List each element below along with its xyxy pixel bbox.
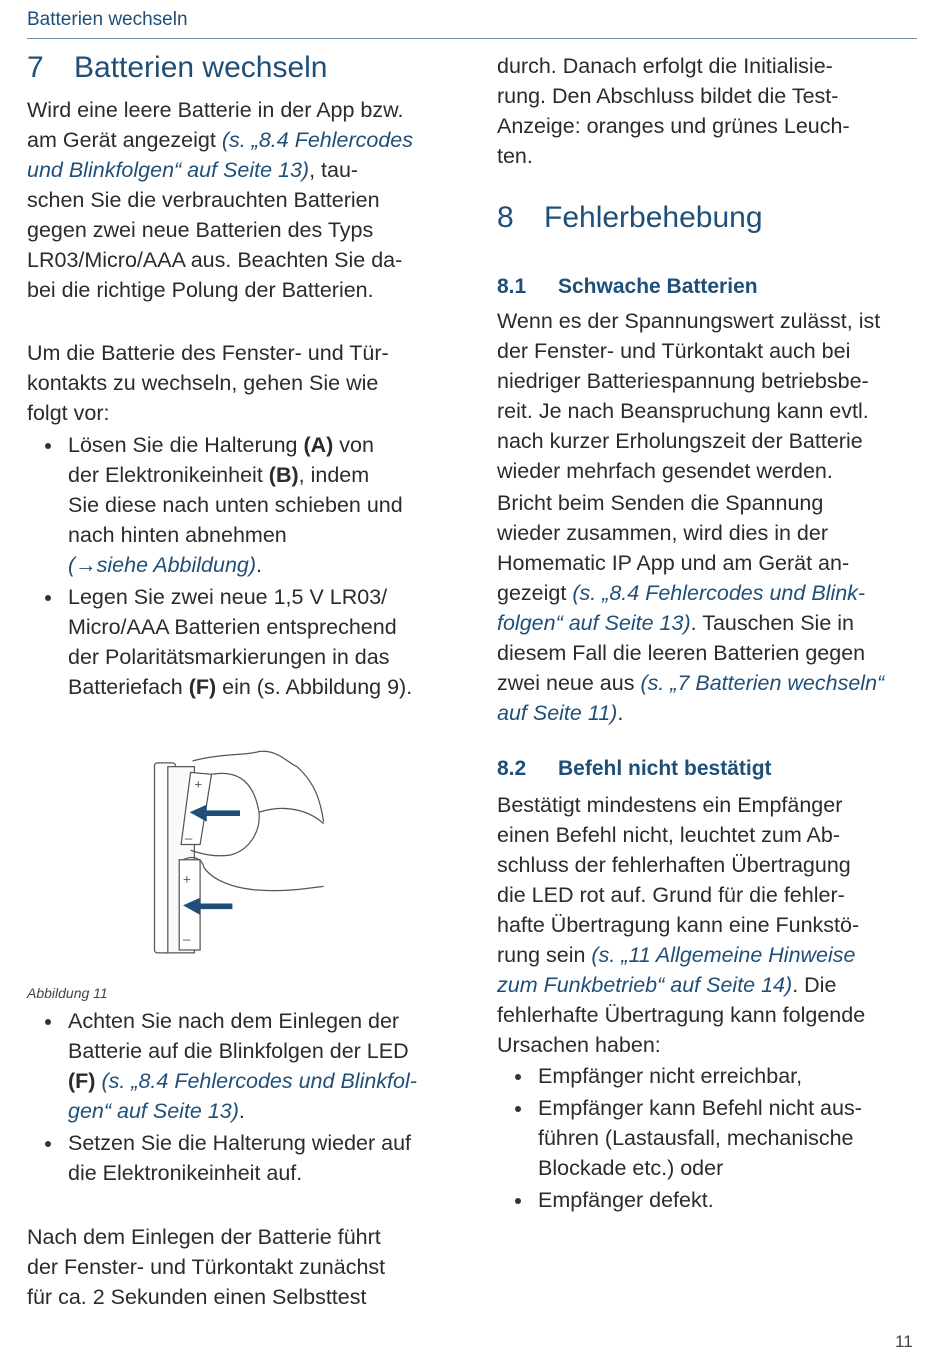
text-line [497, 81, 850, 111]
section-number: 7 [27, 51, 44, 84]
text-line [68, 672, 412, 702]
text-segment: Batterie auf die Blinkfolgen der LED [68, 1039, 409, 1063]
bold-label: (F) [188, 675, 217, 699]
text-segment: nach hinten abnehmen [68, 523, 287, 547]
text-segment: nach kurzer Erholungszeit der Batterie [497, 429, 863, 453]
bullet-icon [45, 443, 51, 449]
text-line [497, 790, 865, 820]
text-line [68, 1066, 417, 1096]
text-segment: Batteriefach [68, 675, 189, 699]
text-line [497, 426, 880, 456]
bullet-icon [45, 1141, 51, 1147]
text-line [538, 1061, 862, 1091]
svg-text:+: + [183, 871, 191, 887]
text-line [27, 275, 413, 305]
svg-text:–: – [183, 931, 191, 947]
list-item [497, 1061, 862, 1091]
text-segment: von [333, 433, 374, 457]
text-segment: Empfänger kann Befehl nicht aus- [538, 1096, 862, 1120]
text-line [538, 1153, 862, 1183]
text-line [497, 820, 865, 850]
text-segment: durch. Danach erfolgt die Initialisie- [497, 54, 833, 78]
text-line [497, 518, 884, 548]
weak-battery-paragraph-2 [497, 488, 884, 728]
text-line [27, 245, 413, 275]
text-line [27, 1282, 385, 1312]
text-segment: Wenn es der Spannungswert zulässt, ist [497, 309, 881, 333]
command-not-confirmed-paragraph [497, 790, 865, 1060]
text-segment: . Die [792, 973, 837, 997]
text-segment: Bestätigt mindestens ein Empfänger [497, 793, 843, 817]
text-segment: . Tauschen Sie in [690, 611, 854, 635]
text-segment: reit. Je nach Beanspruchung kann evtl. [497, 399, 869, 423]
header-divider [27, 38, 917, 39]
text-segment: gegen zwei neue Batterien des Typs [27, 218, 374, 242]
text-line [68, 550, 412, 580]
text-line [27, 338, 389, 368]
section-title: Schwache Batterien [558, 275, 758, 298]
bullet-icon [515, 1074, 521, 1080]
text-line [68, 1006, 417, 1036]
text-segment: Setzen Sie die Halterung wieder auf [68, 1131, 412, 1155]
text-line [68, 520, 412, 550]
bullet-icon [515, 1106, 521, 1112]
cross-reference-link[interactable]: zum Funkbetrieb“ auf Seite 14) [497, 973, 793, 997]
text-segment: fehlerhafte Übertragung kann folgende [497, 1003, 866, 1027]
cross-reference-link[interactable]: (s. „11 Allgemeine Hinweise [591, 943, 856, 967]
list-item [27, 1006, 417, 1126]
section-8-heading [497, 201, 763, 235]
list-item [497, 1093, 862, 1183]
text-segment: am Gerät angezeigt [27, 128, 222, 152]
text-line [497, 456, 880, 486]
running-header: Batterien wechseln [27, 9, 188, 30]
cross-reference-link[interactable]: (s. „8.4 Fehlercodes und Blink- [572, 581, 866, 605]
text-line [27, 95, 413, 125]
text-segment: der Polaritätsmarkierungen in das [68, 645, 390, 669]
text-line [68, 642, 412, 672]
text-segment: . [256, 553, 263, 577]
cross-reference-link[interactable]: (→siehe Abbildung) [68, 553, 257, 577]
text-line [497, 396, 880, 426]
continued-paragraph [497, 51, 850, 171]
causes-list [497, 1061, 862, 1217]
text-segment: zwei neue aus [497, 671, 641, 695]
text-line [497, 578, 884, 608]
text-line [497, 638, 884, 668]
bullet-icon [45, 1019, 51, 1025]
text-segment: ein (s. Abbildung 9). [216, 675, 413, 699]
text-line [68, 490, 412, 520]
text-line [27, 125, 413, 155]
weak-battery-paragraph-1 [497, 306, 880, 486]
text-segment: Wird eine leere Batterie in der App bzw. [27, 98, 404, 122]
text-segment: der Fenster- und Türkontakt auch bei [497, 339, 851, 363]
text-segment: . [617, 701, 624, 725]
text-line [68, 1128, 417, 1158]
text-segment: rung. Den Abschluss bildet die Test- [497, 84, 839, 108]
text-segment: Micro/AAA Batterien entsprechend [68, 615, 397, 639]
text-line [497, 880, 865, 910]
text-line [497, 1000, 865, 1030]
text-line [497, 306, 880, 336]
text-segment: gezeigt [497, 581, 573, 605]
text-line [27, 398, 389, 428]
text-line [27, 185, 413, 215]
bullet-icon [515, 1198, 521, 1204]
cross-reference-link[interactable]: (s. „8.4 Fehlercodes und Blinkfol- [101, 1069, 417, 1093]
howto-paragraph [27, 338, 389, 428]
text-line [497, 336, 880, 366]
text-line [27, 368, 389, 398]
text-line [27, 215, 413, 245]
text-segment: . [238, 1099, 245, 1123]
text-line [497, 488, 884, 518]
text-segment: der Elektronikeinheit [68, 463, 269, 487]
text-segment: Nach dem Einlegen der Batterie führt [27, 1225, 381, 1249]
list-item [27, 1128, 417, 1188]
cross-reference-link[interactable]: (s. „8.4 Fehlercodes [221, 128, 414, 152]
cross-reference-link[interactable]: und Blinkfolgen“ auf Seite 13) [27, 158, 310, 182]
list-item [27, 582, 412, 702]
list-item [497, 1185, 862, 1215]
text-segment: schluss der fehlerhaften Übertragung [497, 853, 851, 877]
text-line [538, 1123, 862, 1153]
section-number: 8 [497, 201, 514, 234]
cross-reference-link[interactable]: (s. „7 Batterien wechseln“ [640, 671, 885, 695]
bold-label: (F) [68, 1069, 96, 1093]
text-line [497, 910, 865, 940]
text-line [497, 111, 850, 141]
text-segment: hafte Übertragung kann eine Funkstö- [497, 913, 860, 937]
text-line [68, 1158, 417, 1188]
text-line [497, 1030, 865, 1060]
cross-reference-link[interactable]: auf Seite 11) [497, 701, 618, 725]
text-segment: führen (Lastausfall, mechanische [538, 1126, 854, 1150]
text-line [497, 940, 865, 970]
text-segment: Anzeige: oranges und grünes Leuch- [497, 114, 850, 138]
section-8-2-heading [497, 757, 772, 781]
text-line [497, 141, 850, 171]
steps-list-2 [27, 1006, 417, 1190]
text-segment: die LED rot auf. Grund für die fehler- [497, 883, 845, 907]
section-title: Befehl nicht bestätigt [558, 757, 772, 780]
section-number: 8.1 [497, 275, 527, 298]
section-title: Batterien wechseln [74, 51, 328, 84]
section-7-heading [27, 51, 327, 85]
text-line [497, 548, 884, 578]
text-line [68, 1096, 417, 1126]
intro-paragraph [27, 95, 413, 305]
text-line [497, 51, 850, 81]
text-line [497, 698, 884, 728]
text-line [68, 612, 412, 642]
bold-label: (A) [303, 433, 334, 457]
text-segment: Sie diese nach unten schieben und [68, 493, 403, 517]
section-number: 8.2 [497, 757, 527, 780]
text-segment: Blockade etc.) oder [538, 1156, 724, 1180]
text-segment: für ca. 2 Sekunden einen Selbsttest [27, 1285, 367, 1309]
text-segment: folgt vor: [27, 401, 110, 425]
battery-replacement-illustration [145, 742, 335, 968]
text-line [538, 1185, 862, 1215]
list-item [27, 430, 412, 580]
bold-label: (B) [268, 463, 299, 487]
steps-list-1 [27, 430, 412, 704]
after-insert-paragraph [27, 1222, 385, 1312]
text-line [497, 608, 884, 638]
text-segment: einen Befehl nicht, leuchtet zum Ab- [497, 823, 841, 847]
text-segment: , tau- [309, 158, 359, 182]
text-line [27, 1252, 385, 1282]
text-segment: LR03/Micro/AAA aus. Beachten Sie da- [27, 248, 403, 272]
text-segment: Bricht beim Senden die Spannung [497, 491, 824, 515]
text-segment: Lösen Sie die Halterung [68, 433, 304, 457]
text-line [497, 850, 865, 880]
text-line [68, 430, 412, 460]
bullet-icon [45, 595, 51, 601]
text-line [538, 1093, 862, 1123]
cross-reference-link[interactable]: folgen“ auf Seite 13) [497, 611, 691, 635]
text-segment: niedriger Batteriespannung betriebsbe- [497, 369, 869, 393]
text-segment: Achten Sie nach dem Einlegen der [68, 1009, 400, 1033]
text-segment: der Fenster- und Türkontakt zunächst [27, 1255, 386, 1279]
text-line [497, 366, 880, 396]
text-segment: die Elektronikeinheit auf. [68, 1161, 303, 1185]
text-segment: , indem [298, 463, 370, 487]
text-line [68, 582, 412, 612]
text-segment: diesem Fall die leeren Batterien gegen [497, 641, 866, 665]
text-segment: Empfänger nicht erreichbar, [538, 1064, 803, 1088]
text-segment: Ursachen haben: [497, 1033, 661, 1057]
text-line [27, 1222, 385, 1252]
text-segment: Um die Batterie des Fenster- und Tür- [27, 341, 389, 365]
text-segment: rung sein [497, 943, 592, 967]
section-8-1-heading [497, 275, 758, 299]
text-segment: Legen Sie zwei neue 1,5 V LR03/ [68, 585, 388, 609]
text-segment: schen Sie die verbrauchten Batterien [27, 188, 380, 212]
text-segment: bei die richtige Polung der Batterien. [27, 278, 374, 302]
text-segment: kontakts zu wechseln, gehen Sie wie [27, 371, 379, 395]
svg-text:+: + [194, 776, 203, 792]
section-title: Fehlerbehebung [544, 201, 763, 234]
cross-reference-link[interactable]: gen“ auf Seite 13) [68, 1099, 239, 1123]
text-segment: wieder zusammen, wird dies in der [497, 521, 828, 545]
text-segment: wieder mehrfach gesendet werden. [497, 459, 833, 483]
text-line [497, 668, 884, 698]
text-line [497, 970, 865, 1000]
text-segment: Homematic IP App und am Gerät an- [497, 551, 850, 575]
figure-caption: Abbildung 11 [27, 985, 108, 1001]
text-segment: ten. [497, 144, 533, 168]
text-line [68, 460, 412, 490]
page-number: 11 [895, 1332, 913, 1351]
svg-text:–: – [184, 830, 193, 846]
text-line [68, 1036, 417, 1066]
text-line [27, 155, 413, 185]
text-segment: Empfänger defekt. [538, 1188, 714, 1212]
